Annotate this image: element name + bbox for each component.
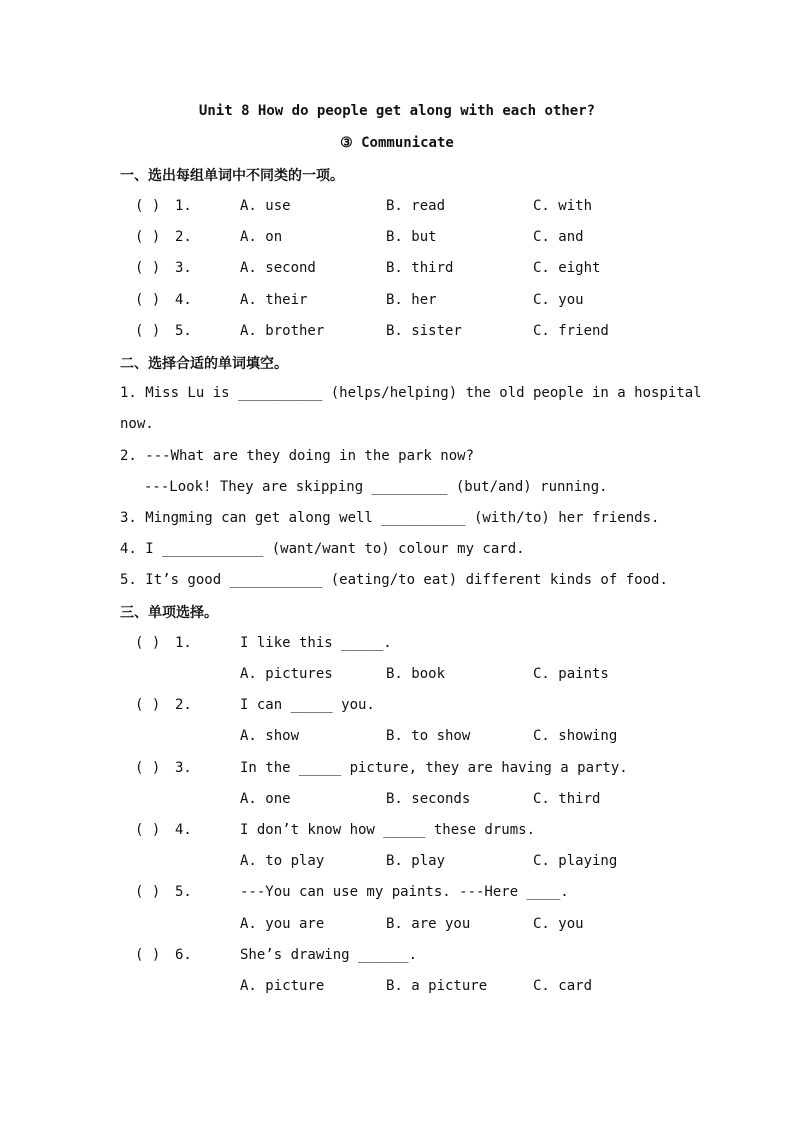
page-subtitle: ③ Communicate bbox=[340, 135, 454, 151]
option-c: C. and bbox=[533, 229, 584, 245]
answer-blank[interactable]: ( ) bbox=[135, 884, 161, 900]
question-row bbox=[0, 947, 794, 967]
item-number: 3. bbox=[175, 260, 192, 276]
option-b: B. third bbox=[386, 260, 454, 276]
fill-blank-line: 5. It’s good ___________ (eating/to eat) different kinds of food. bbox=[120, 572, 668, 588]
section3-heading: 三、单项选择。 bbox=[120, 605, 218, 621]
question-row bbox=[0, 822, 794, 842]
question-number: 4. bbox=[175, 822, 192, 838]
section1-item bbox=[0, 198, 794, 218]
fill-blank-line: now. bbox=[120, 416, 154, 432]
question-number: 2. bbox=[175, 697, 192, 713]
fill-blank-line: ---Look! They are skipping _________ (but/and) running. bbox=[144, 479, 608, 495]
answer-blank[interactable]: ( ) bbox=[135, 822, 161, 838]
question-stem: I can _____ you. bbox=[240, 697, 375, 713]
option-b: B. but bbox=[386, 229, 437, 245]
option-b: B. seconds bbox=[386, 791, 471, 807]
options-row bbox=[0, 853, 794, 873]
fill-blank-line: 2. ---What are they doing in the park now? bbox=[120, 448, 475, 464]
option-c: C. playing bbox=[533, 853, 618, 869]
option-c: C. friend bbox=[533, 323, 609, 339]
section1-item bbox=[0, 260, 794, 280]
answer-blank[interactable]: ( ) bbox=[135, 760, 161, 776]
option-b: B. sister bbox=[386, 323, 462, 339]
section1-heading: 一、选出每组单词中不同类的一项。 bbox=[120, 168, 344, 184]
option-a: A. second bbox=[240, 260, 316, 276]
option-a: A. show bbox=[240, 728, 300, 744]
answer-blank[interactable]: ( ) bbox=[135, 947, 161, 963]
question-row bbox=[0, 884, 794, 904]
answer-blank[interactable]: ( ) bbox=[135, 198, 161, 214]
section2-heading: 二、选择合适的单词填空。 bbox=[120, 356, 288, 372]
option-c: C. third bbox=[533, 791, 601, 807]
options-row bbox=[0, 791, 794, 811]
option-c: C. you bbox=[533, 292, 584, 308]
option-c: C. with bbox=[533, 198, 593, 214]
options-row bbox=[0, 916, 794, 936]
answer-blank[interactable]: ( ) bbox=[135, 229, 161, 245]
answer-blank[interactable]: ( ) bbox=[135, 292, 161, 308]
fill-blank-line: 1. Miss Lu is __________ (helps/helping) the old people in a hospital bbox=[120, 385, 702, 401]
option-c: C. showing bbox=[533, 728, 618, 744]
option-b: B. to show bbox=[386, 728, 471, 744]
option-a: A. to play bbox=[240, 853, 325, 869]
option-b: B. are you bbox=[386, 916, 471, 932]
option-b: B. a picture bbox=[386, 978, 488, 994]
item-number: 4. bbox=[175, 292, 192, 308]
option-c: C. you bbox=[533, 916, 584, 932]
options-row bbox=[0, 978, 794, 998]
item-number: 2. bbox=[175, 229, 192, 245]
option-a: A. you are bbox=[240, 916, 325, 932]
options-row bbox=[0, 666, 794, 686]
question-stem: I don’t know how _____ these drums. bbox=[240, 822, 536, 838]
question-stem: She’s drawing ______. bbox=[240, 947, 418, 963]
question-stem: ---You can use my paints. ---Here ____. bbox=[240, 884, 569, 900]
fill-blank-line: 4. I ____________ (want/want to) colour my card. bbox=[120, 541, 525, 557]
answer-blank[interactable]: ( ) bbox=[135, 323, 161, 339]
option-a: A. their bbox=[240, 292, 308, 308]
question-stem: In the _____ picture, they are having a party. bbox=[240, 760, 628, 776]
option-a: A. pictures bbox=[240, 666, 333, 682]
question-row bbox=[0, 697, 794, 717]
item-number: 1. bbox=[175, 198, 192, 214]
option-b: B. book bbox=[386, 666, 446, 682]
page-title: Unit 8 How do people get along with each other? bbox=[198, 103, 596, 119]
options-row bbox=[0, 728, 794, 748]
question-number: 5. bbox=[175, 884, 192, 900]
option-b: B. play bbox=[386, 853, 446, 869]
question-number: 6. bbox=[175, 947, 192, 963]
option-a: A. use bbox=[240, 198, 291, 214]
section1-item bbox=[0, 229, 794, 249]
option-a: A. brother bbox=[240, 323, 325, 339]
option-a: A. picture bbox=[240, 978, 325, 994]
answer-blank[interactable]: ( ) bbox=[135, 635, 161, 651]
question-stem: I like this _____. bbox=[240, 635, 392, 651]
question-number: 1. bbox=[175, 635, 192, 651]
question-row bbox=[0, 760, 794, 780]
option-b: B. read bbox=[386, 198, 446, 214]
fill-blank-line: 3. Mingming can get along well __________ (with/to) her friends. bbox=[120, 510, 660, 526]
option-c: C. paints bbox=[533, 666, 609, 682]
option-a: A. one bbox=[240, 791, 291, 807]
answer-blank[interactable]: ( ) bbox=[135, 697, 161, 713]
option-b: B. her bbox=[386, 292, 437, 308]
item-number: 5. bbox=[175, 323, 192, 339]
option-c: C. eight bbox=[533, 260, 601, 276]
answer-blank[interactable]: ( ) bbox=[135, 260, 161, 276]
section1-item bbox=[0, 292, 794, 312]
question-number: 3. bbox=[175, 760, 192, 776]
question-row bbox=[0, 635, 794, 655]
option-c: C. card bbox=[533, 978, 593, 994]
section1-item bbox=[0, 323, 794, 343]
option-a: A. on bbox=[240, 229, 283, 245]
